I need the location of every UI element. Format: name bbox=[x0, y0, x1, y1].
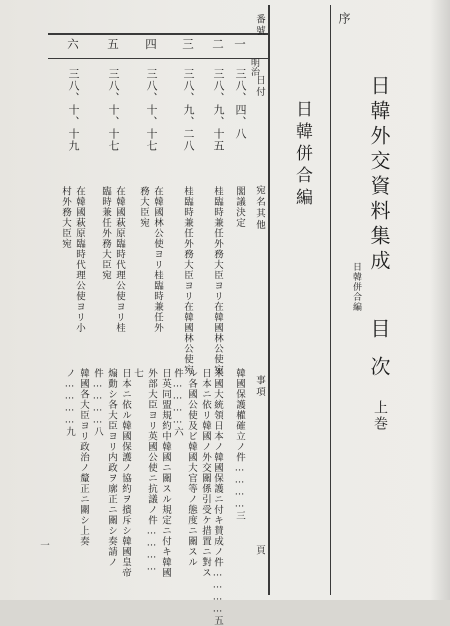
row-era: 明治 bbox=[249, 58, 259, 76]
row-number: 四 bbox=[144, 38, 158, 51]
row-number: 二 bbox=[211, 38, 225, 51]
book-title: 日韓外交資料集成 bbox=[367, 75, 391, 275]
header-page: 頁 bbox=[254, 545, 265, 557]
row-item: 日本ニ依ル韓國保護ノ協約ヲ擯斥シ韓國皇帝煽動シ各大臣ヨリ内政ヲ廓正ニ關シ奏請ノ件…………八 bbox=[92, 368, 131, 578]
volume-part: 上巻 bbox=[372, 400, 388, 432]
row-addressee: 閣議決定 bbox=[234, 186, 245, 228]
row-date: 三八、四、八 bbox=[234, 68, 247, 140]
volume-name: 日韓併合編 bbox=[351, 262, 361, 312]
header-item: 事項 bbox=[254, 375, 265, 398]
row-addressee: 桂臨時兼任外務大臣ヨリ在韓國林公使宛 bbox=[182, 186, 193, 375]
section-title: 日韓併合編 bbox=[292, 100, 312, 210]
row-number: 一 bbox=[233, 38, 247, 51]
row-number: 六 bbox=[66, 38, 80, 51]
row-date: 三八、十、十七 bbox=[145, 68, 158, 152]
page-number: 一 bbox=[38, 540, 49, 552]
row-addressee: 桂臨時兼任外務大臣ヨリ在韓國林公使宛 bbox=[212, 186, 223, 375]
row-date: 三八、九、二八 bbox=[182, 68, 195, 152]
top-rule bbox=[48, 33, 268, 35]
preface-label: 序 bbox=[337, 12, 351, 26]
row-addressee: 在韓國萩原臨時代理公使ヨリ小村外務大臣宛 bbox=[60, 186, 85, 333]
row-date: 三八、九、十五 bbox=[212, 68, 225, 152]
row-item: 韓國保護權確立ノ件…………三 bbox=[234, 368, 245, 521]
row-item: 米國大統領日本ノ韓國保護ニ付キ賛成ノ件…………五 bbox=[212, 368, 223, 626]
header-divider-rule bbox=[48, 58, 268, 59]
row-addressee: 在韓國林公使ヨリ桂臨時兼任外務大臣宛 bbox=[138, 186, 163, 333]
row-item: 日英同盟規約中韓國ニ關スル規定ニ付キ韓國外部大臣ヨリ英國公使ニ抗議ノ件…………七 bbox=[132, 368, 171, 578]
row-item: 日本ニ依リ韓國ノ外交關係引受ケ措置ニ對スル各國公使及ビ韓國大官等ノ態度ニ關スル件…………六 bbox=[172, 368, 211, 578]
row-date: 三八、十、十七 bbox=[107, 68, 120, 152]
row-number: 三 bbox=[181, 38, 195, 51]
row-item: 韓國各大臣ヨリ政治ノ釐正ニ關シ上奏ノ…………九 bbox=[64, 368, 89, 547]
header-number: 番號 bbox=[254, 14, 265, 37]
header-date: 日付 bbox=[254, 75, 265, 98]
header-addressee: 宛名其他 bbox=[254, 185, 265, 231]
row-number: 五 bbox=[106, 38, 120, 51]
page-edge-shadow bbox=[430, 0, 450, 600]
right-table-rule bbox=[268, 5, 270, 595]
page-gutter-rule bbox=[330, 5, 331, 595]
contents-label: 目次 bbox=[367, 318, 391, 394]
row-addressee: 在韓國萩原臨時代理公使ヨリ桂臨時兼任外務大臣宛 bbox=[100, 186, 125, 333]
row-date: 三八、十、十九 bbox=[67, 68, 80, 152]
